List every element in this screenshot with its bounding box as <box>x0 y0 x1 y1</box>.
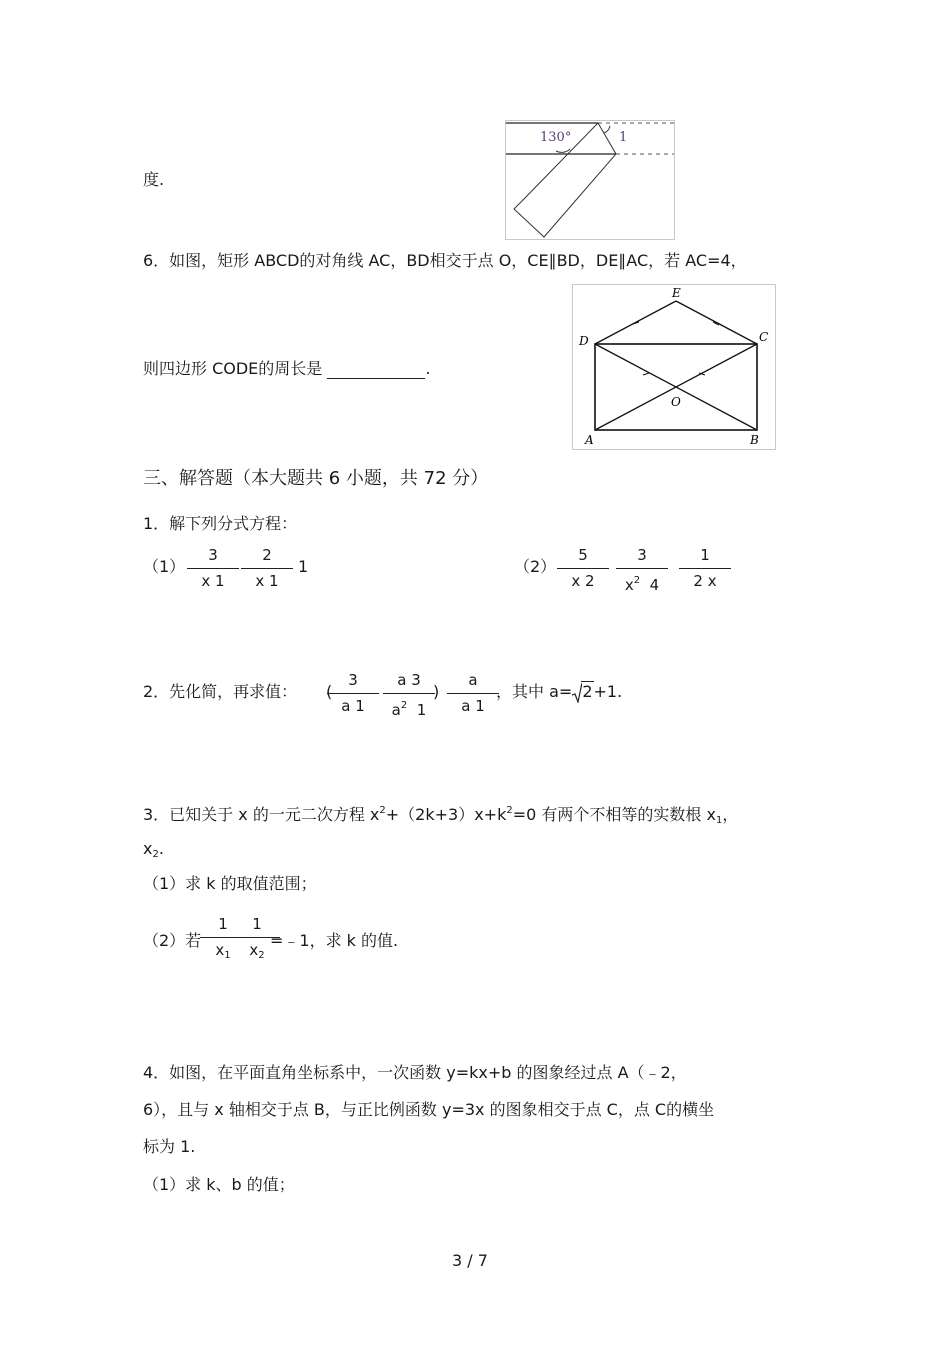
numerator: 1 <box>252 915 262 933</box>
numerator: 3 <box>637 546 647 564</box>
p2-label: 2．先化简，再求值： <box>143 682 298 701</box>
q6-line1: 6．如图，矩形 ABCD的对角线 AC，BD相交于点 O，CE∥BD，DE∥AC，若 AC=4， <box>143 251 747 270</box>
p3-sub2-post: =﹣1，求 k 的值. <box>270 931 399 950</box>
denominator: $x_1$ <box>215 941 231 961</box>
denominator: a 1 <box>341 697 365 715</box>
point-d-label: D <box>579 334 589 348</box>
denominator: x 2 <box>571 572 595 590</box>
p1b-fraction-2 <box>612 546 672 594</box>
section-heading: 三、解答题（本大题共 6 小题，共 72 分） <box>143 468 489 489</box>
numerator: 1 <box>700 546 710 564</box>
p2-close-paren: ) <box>433 682 440 701</box>
denominator: x 1 <box>255 572 279 590</box>
p4-sub1: （1）求 k、b 的值； <box>143 1175 295 1194</box>
p2-tail: ，其中 a= 2+1. <box>496 682 623 701</box>
numerator: 5 <box>578 546 588 564</box>
figure-rectangle-abcd <box>572 284 776 450</box>
p1a-fraction-1 <box>183 546 243 594</box>
numerator: 3 <box>348 671 358 689</box>
p3-line1: 3．已知关于 x 的一元二次方程 $x^2+(2k+3)x+k^2=0$ 有两个不相等的实数根 $x_1$， <box>143 805 739 826</box>
parallel-lines-diagram <box>506 121 674 239</box>
p4-line3: 标为 1. <box>143 1137 196 1156</box>
q5-tail-text: 度. <box>143 170 165 189</box>
p1b-fraction-3 <box>675 546 735 594</box>
numerator: a <box>468 671 478 689</box>
numerator: 1 <box>218 915 228 933</box>
sqrt-sign-icon <box>572 683 582 703</box>
p1a-rhs: 1 <box>298 557 309 576</box>
denominator: $x_2$ <box>249 941 265 961</box>
p2-fraction-1 <box>323 671 383 719</box>
rectangle-diagram <box>573 285 775 449</box>
p4-line1: 4．如图，在平面直角坐标系中，一次函数 y=kx+b 的图象经过点 A（﹣2， <box>143 1063 687 1082</box>
q6-line2 <box>143 359 430 379</box>
p1-title: 1．解下列分式方程： <box>143 514 298 533</box>
p1a-fraction-2 <box>237 546 297 594</box>
answer-blank <box>327 362 425 379</box>
p4-line2: 6），且与 x 轴相交于点 B，与正比例函数 y=3x 的图象相交于点 C，点 C的横坐 <box>143 1100 715 1119</box>
page-number: 3 / 7 <box>452 1251 488 1270</box>
denominator: $a^2$ 1 <box>391 700 427 719</box>
denominator: a 1 <box>461 697 485 715</box>
numerator: a 3 <box>397 671 421 689</box>
point-a-label: A <box>585 433 594 447</box>
point-b-label: B <box>750 433 759 447</box>
p2-open-paren: ( <box>326 682 333 701</box>
numerator: 3 <box>208 546 218 564</box>
p2-fraction-2 <box>379 671 439 719</box>
point-c-label: C <box>759 330 769 344</box>
p1b-fraction-1 <box>553 546 613 594</box>
denominator: $x^2$ 4 <box>624 575 660 594</box>
p3-line2: $x_2$. <box>143 839 164 860</box>
figure-parallel-lines <box>505 120 675 240</box>
denominator: 2 x <box>693 572 717 590</box>
sqrt-expression: 2 <box>572 682 593 702</box>
point-o-label: O <box>671 395 681 409</box>
p3-sub1: （1）求 k 的取值范围； <box>143 874 317 893</box>
point-e-label: E <box>672 286 681 300</box>
p2-fraction-3 <box>443 671 503 719</box>
denominator: x 1 <box>201 572 225 590</box>
angle-1-label: 1 <box>619 130 628 145</box>
p1b-label: （2） <box>514 557 557 576</box>
p3-sub2-pre: （2）若 <box>143 931 202 950</box>
q6-line2-pre: 则四边形 CODE的周长是 <box>143 359 323 378</box>
numerator: 2 <box>262 546 272 564</box>
q6-line2-post: . <box>425 359 431 378</box>
angle-130-label: 130° <box>540 130 572 145</box>
p1a-label: （1） <box>143 557 186 576</box>
